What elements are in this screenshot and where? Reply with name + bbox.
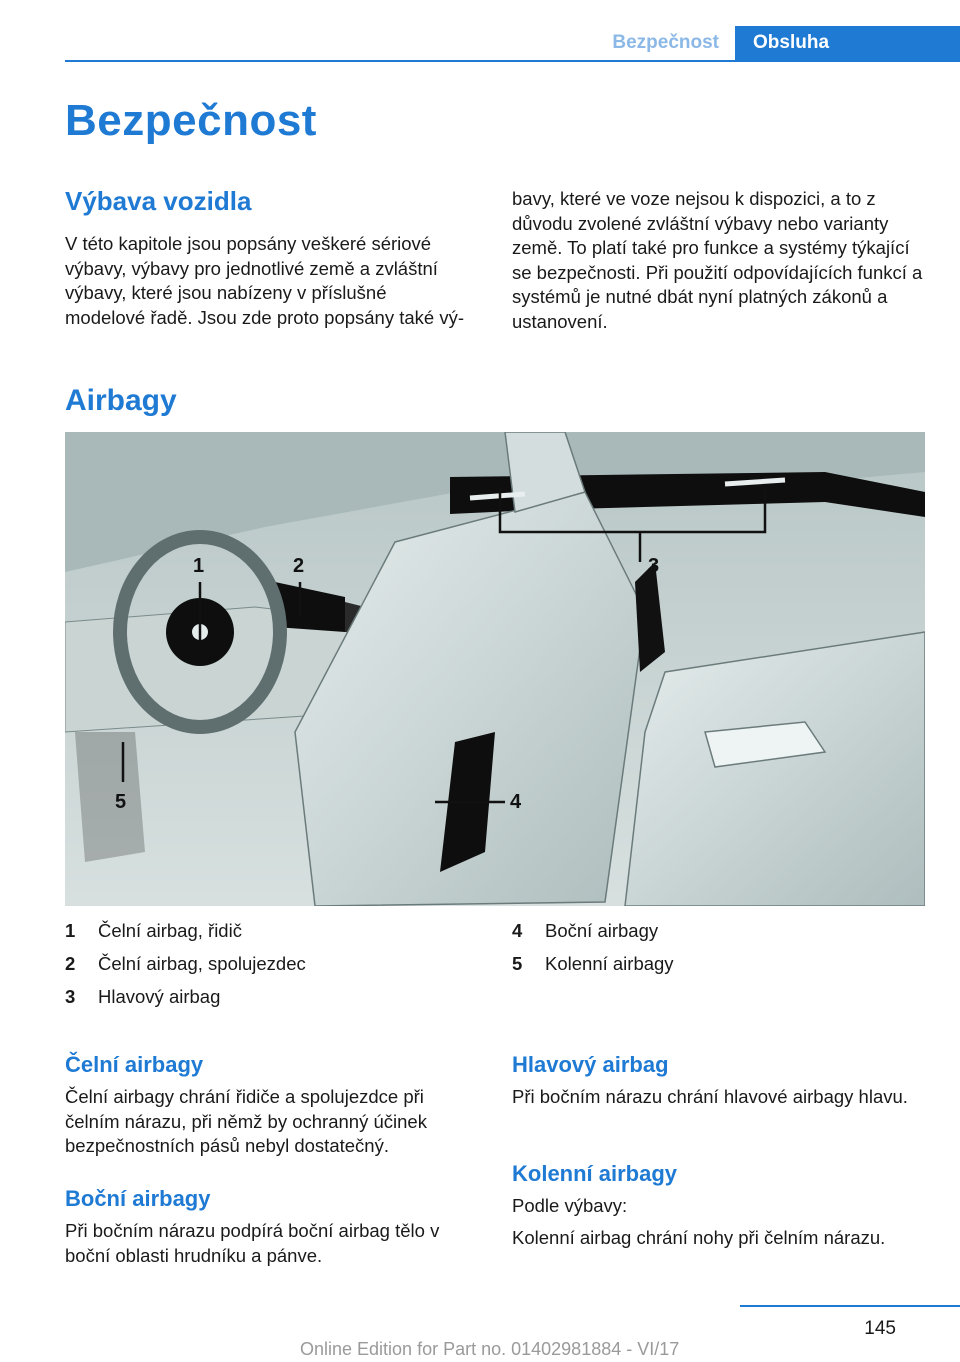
equipment-heading: Výbava vozidla (65, 186, 252, 216)
figure-legend-right (512, 914, 674, 980)
legend-item (65, 914, 306, 947)
legend-label: Kolenní airbagy (545, 953, 674, 974)
header-bar (65, 26, 960, 62)
side-airbags-heading: Boční airbagy (65, 1186, 211, 1211)
callout-4: 4 (510, 791, 522, 813)
front-airbags-text: Čelní airbagy chrání řidiče a spolujezdce při čelním nárazu, při němž by ochranný účinek bezpečnostních pásů nebyl dostatečný. (65, 1086, 427, 1156)
knee-airbags-heading: Kolenní airbagy (512, 1161, 678, 1186)
legend-num: 4 (512, 920, 523, 941)
callout-5: 5 (115, 791, 127, 813)
figure-legend-left (65, 914, 306, 1013)
legend-item (65, 980, 306, 1013)
legend-num: 2 (65, 953, 76, 974)
knee-airbags-text2: Kolenní airbag chrání nohy při čelním nárazu. (512, 1227, 886, 1248)
airbag-illustration (65, 432, 925, 906)
front-airbags-heading: Čelní airbagy (65, 1052, 204, 1077)
footer-rule (740, 1305, 960, 1307)
side-airbags-text: Při bočním nárazu podpírá boční airbag tělo v boční oblasti hrudníku a pánve. (65, 1220, 440, 1266)
legend-label: Čelní airbag, spolujezdec (98, 953, 306, 974)
page-title: Bezpečnost (65, 96, 317, 145)
equipment-text-left: V této kapitole jsou popsány veškeré sériové výbavy, výbavy pro jednotlivé země a zvláštní výbavy, které jsou nabízeny v příslušné modelové řadě. Jsou zde proto popsány také vý- (65, 233, 465, 328)
edition-note: Online Edition for Part no. 01402981884 - VI/17 (300, 1339, 680, 1359)
page-number: 145 (864, 1318, 896, 1339)
legend-label: Čelní airbag, řidič (98, 920, 242, 941)
equipment-text-right: bavy, které ve voze nejsou k dispozici, a to z důvodu zvolené zvláštní výbavy nebo varianty země. To platí také pro funkce a systémy týkající se bezpečnosti. Při použití odpovídajících funkcí a systémů je nutné dbát nyní platných zákonů a ustanovení. (512, 188, 923, 332)
legend-item (512, 947, 674, 980)
head-airbag-heading: Hlavový airbag (512, 1052, 669, 1077)
legend-label: Hlavový airbag (98, 986, 221, 1007)
legend-label: Boční airbagy (545, 920, 659, 941)
legend-num: 5 (512, 953, 523, 974)
airbags-heading: Airbagy (65, 384, 177, 417)
car-interior-drawing (65, 432, 925, 906)
legend-item (65, 947, 306, 980)
knee-airbags-text1: Podle výbavy: (512, 1195, 628, 1216)
callout-2: 2 (293, 555, 305, 577)
legend-item (512, 914, 674, 947)
legend-num: 1 (65, 920, 76, 941)
callout-1: 1 (193, 555, 205, 577)
legend-num: 3 (65, 986, 76, 1007)
tab-section[interactable]: Bezpečnost (612, 32, 719, 53)
head-airbag-text: Při bočním nárazu chrání hlavové airbagy hlavu. (512, 1086, 908, 1107)
callout-3: 3 (648, 555, 660, 577)
tab-chapter[interactable]: Obsluha (735, 26, 960, 60)
